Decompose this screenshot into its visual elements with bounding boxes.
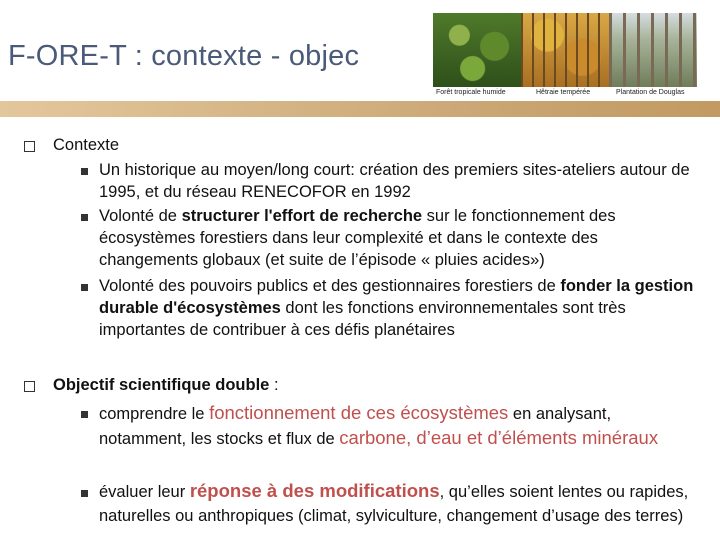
bullet-square-icon [81,411,88,418]
objectif-heading-text: Objectif scientifique double [53,376,270,394]
contexte-item-3-pre: Volonté des pouvoirs publics et des gestionnaires forestiers de [99,277,561,295]
contexte-item-2-post: sur le fonctionnement des écosystèmes forestiers dans leur complexité et dans le contexte des changements globaux (et suite de l’épisode « pluies acides») [99,207,616,269]
photo-caption-douglas: Plantation de Douglas [616,89,685,96]
bullet-square-icon [81,214,88,221]
objectif-item-1-highlight-2: carbone, d’eau et d’éléments minéraux [339,427,659,448]
objectif-item-1-mid: en analysant, notamment, les stocks et flux de [99,405,612,448]
bullet-square-icon [81,284,88,291]
objectif-heading [53,376,279,395]
slide-title: F-ORE-T : contexte - objec [8,40,360,72]
objectif-item-1-pre: comprendre le [99,405,210,423]
contexte-item-1 [99,159,699,203]
section-checkbox-icon [24,141,35,152]
bullet-square-icon [81,490,88,497]
douglas-plantation-photo [609,13,697,87]
photo-caption-beech: Hêtraie tempérée [536,89,591,96]
contexte-item-2 [99,205,699,271]
photo-strip [433,13,697,87]
contexte-item-2-pre: Volonté de [99,207,182,225]
objectif-item-1-highlight-1: fonctionnement de ces écosystèmes [209,402,509,423]
objectif-heading-suffix: : [269,376,279,394]
section-checkbox-icon [24,381,35,392]
objectif-item-2-pre: évaluer leur [99,483,190,501]
tropical-forest-photo [433,13,521,87]
contexte-item-1-text: Un historique au moyen/long court: création des premiers sites-ateliers autour de 1995, et du réseau RENECOFOR en 1992 [99,161,690,201]
contexte-item-2-bold: structurer l'effort de recherche [181,207,423,225]
objectif-item-2-highlight: réponse à des modifications [189,480,440,501]
contexte-item-3-bold: fonder la gestion durable d'écosystèmes [99,277,694,317]
contexte-item-3 [99,275,699,341]
objectif-item-2-post: , qu’elles soient lentes ou rapides, naturelles ou anthropiques (climat, sylviculture, changement d’usage des terres) [99,483,689,525]
objectif-item-1 [99,401,699,451]
photo-caption-tropical: Forêt tropicale humide [436,89,506,96]
objectif-item-2 [99,479,699,528]
beech-forest-photo [521,13,609,87]
header-rule [0,101,720,117]
contexte-item-3-post: dont les fonctions environnementales sont très importantes de contribuer à ces défis planétaires [99,299,626,339]
contexte-heading: Contexte [53,136,120,154]
bullet-square-icon [81,168,88,175]
